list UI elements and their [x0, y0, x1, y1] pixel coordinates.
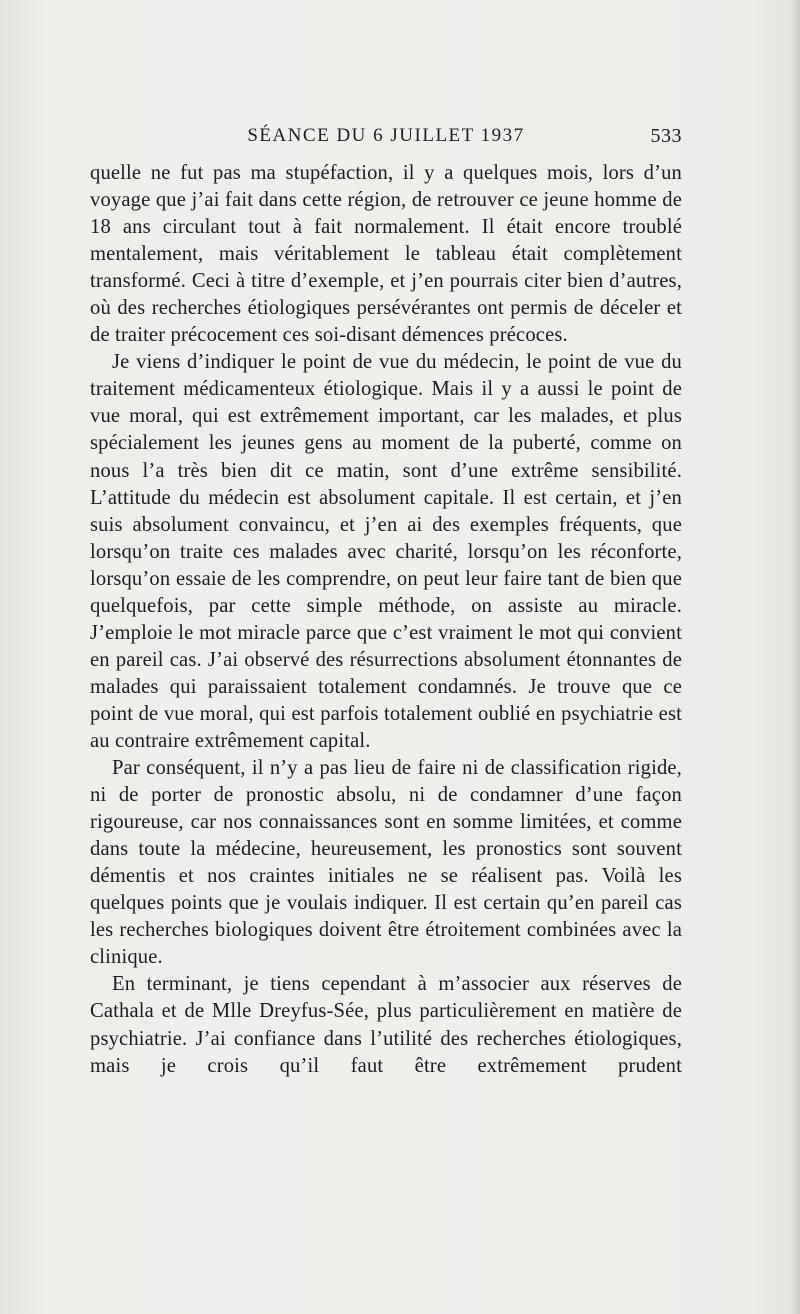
paragraph-continuation: quelle ne fut pas ma stupéfaction, il y a quelques mois, lors d’un voyage que j’ai fait dans cette région, de retrouver ce jeune homme de 18 ans circulant tout à fait normalement. Il était encore troublé mentalement, mais véritablement le tableau était complètement transformé. Ceci à titre d’exemple, et j’en pourrais citer bien d’autres, où des recherches étiologiques persévérantes ont permis de déceler et de traiter précocement ces soi-disant démences précoces.: [90, 162, 682, 347]
running-head: SÉANCE DU 6 JUILLET 1937: [247, 125, 525, 146]
body-text: [90, 160, 682, 1080]
page-header: [90, 122, 682, 152]
page-number: 533: [650, 125, 682, 147]
page-edge-shadow: [790, 0, 800, 1314]
paragraph-conclusion: En terminant, je tiens cependant à m’associer aux réserves de Cathala et de Mlle Dreyfus-Sée, plus particulièrement en matière de psychiatrie. J’ai confiance dans l’utilité des recherches étiologiques, mais je crois qu’il faut être extrêmement prudent: [90, 973, 682, 1077]
paragraph-moral-viewpoint: Je viens d’indiquer le point de vue du médecin, le point de vue du traitement médicamenteux étiologique. Mais il y a aussi le point de vue moral, qui est extrêmement important, car les malades, et plus spécialement les jeunes gens au moment de la puberté, comme on nous l’a très bien dit ce matin, sont d’une extrême sensibilité. L’attitude du médecin est absolument capitale. Il est certain, et j’en suis absolument convaincu, et j’en ai des exemples fréquents, que lorsqu’on traite ces malades avec charité, lorsqu’on les réconforte, lorsqu’on essaie de les comprendre, on peut leur faire tant de bien que quelquefois, par cette simple méthode, on assiste au miracle. J’emploie le mot miracle parce que c’est vraiment le mot qui convient en pareil cas. J’ai observé des résurrections absolument étonnantes de malades qui paraissaient totalement condamnés. Je trouve que ce point de vue moral, qui est parfois totalement oublié en psychiatrie est au contraire extrêmement capital.: [90, 351, 682, 752]
paragraph-consequently: Par conséquent, il n’y a pas lieu de faire ni de classification rigide, ni de porter de pronostic absolu, ni de condamner d’une façon rigoureuse, car nos connaissances sont en somme limitées, et comme dans toute la médecine, heureusement, les pronostics sont souvent démentis et nos craintes initiales ne se réalisent pas. Voilà les quelques points que je voulais indiquer. Il est certain qu’en pareil cas les recherches biologiques doivent être étroitement combinées avec la clinique.: [90, 757, 682, 969]
